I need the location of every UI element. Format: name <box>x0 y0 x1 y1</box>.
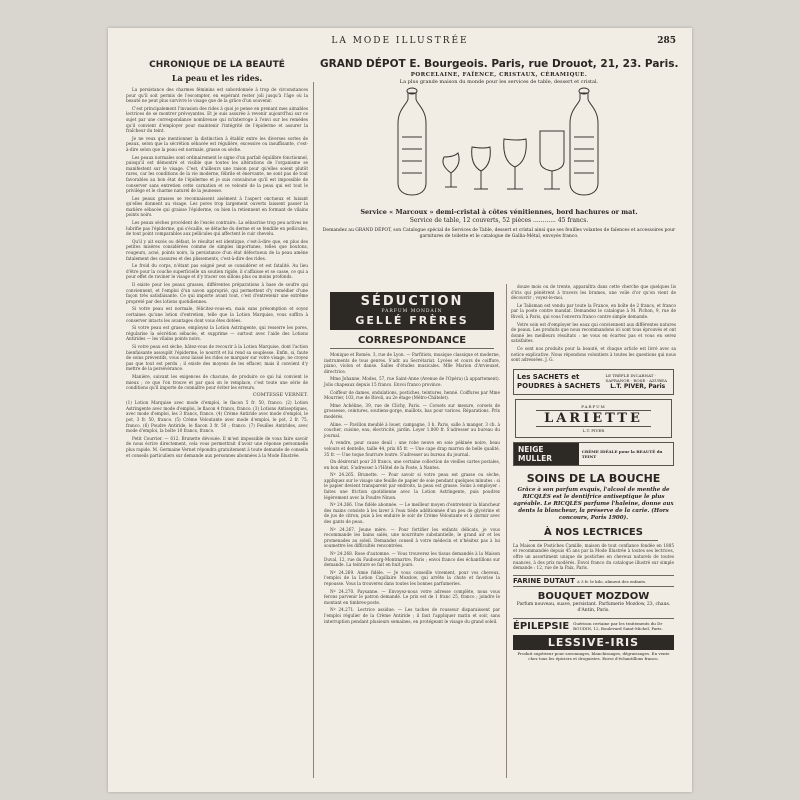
correspondance-paragraph: Coiffeur de dames, ondulations, postiches, teintures, henné. Coiffures par Mme Mourrier, 103, rue de Rivoli, au 2e étage (Métro-Châtelet). <box>324 389 500 401</box>
correspondance-paragraph: On désirerait pour 20 francs, une certaine collection de vieilles cartes postales, en bon état. S'adresser à l'Hôtel de la Poste, à Nantes. <box>324 459 500 470</box>
dutaut-name: FARINE DUTAUT <box>513 576 575 585</box>
correspondance-paragraph: Nº 24.265. Brunette. — Pour savoir si votre peau est grasse ou sèche, appliquez sur le visage une feuille de papier de soie pendant quelques minutes : si le papier devient transparent par endroits, la peau est grasse. Soins à employer : faites une friction quotidienne avec la Lotion Astringente, puis poudrez légèrement avec la Poudre Ninon. <box>324 472 500 500</box>
correspondance-paragraph: Mme Achéline, 39, rue de Clichy, Paris. — Corsets sur mesure, corsets de grossesse, ceintures, soutiens-gorge, maillots, bas pour varices. Réparations. Prix modérés. <box>324 402 500 419</box>
soins-title: SOINS DE LA BOUCHE <box>526 471 661 485</box>
chronique-paragraph: C'est principalement l'invasion des rides à quoi je pense en prenant mes aimables lectrices de se montrer prévoyantes. Et je suis assurée à revenir aujourd'hui sur ce sujet par une correspondance nombreuse qui m'interroge à l'envi sur les remèdes qu'il convient d'employer pour maintenir l'intégrité de l'épiderme et assurer la fraîcheur du teint. <box>126 105 308 134</box>
right-area <box>320 56 678 778</box>
sachets-perfumes: LE TRÈFLE INCARNAT · SAFRANOR · ROSE · AZUREA <box>605 373 667 384</box>
dutaut-ad <box>513 575 674 587</box>
epilepsie-desc: Guérison certaine par les traitements du Dr BOUDIN, 12, Boulevard Saint-Michel, Paris. <box>573 621 663 632</box>
chronique-paragraph: Si votre peau est grasse, employez la Lotion Astringente, qui resserre les pores, régularise la sécrétion sébacée, et supprime — surtout avec l'aide des Lotions Antirides — les vilains points noirs. <box>126 325 308 342</box>
chronique-paragraph: Je ne veux que mentionner la distinction à établir entre les diverses sortes de peaux, selon que la sécrétion sébacée est régulière, excessive ou insuffisante, c'est-à-dire selon que la peau est normale, grasse ou sèche. <box>126 135 308 152</box>
divider <box>330 348 494 349</box>
journal-name: LA MODE ILLUSTRÉE <box>331 36 469 46</box>
sachets-title: Les SACHETS et POUDRES à SACHETS <box>517 372 601 390</box>
correspondance-paragraph: Nº 24.268. Rose d'automne. — Vous trouverez les tissus demandés à la Maison Duval, 12, rue du Faubourg-Montmartre, Paris ; envoi franco des échantillons sur demande. La teinture se fait en huit jours. <box>324 551 500 568</box>
chronique-signature: COMTESSE VERNET. <box>252 391 308 398</box>
chronique-paragraph: Manière, suivant les exigences de chacune, de produire ce qui lui convient le mieux ; ce que l'on trouve et par quoi on le remplace, c'est toute une série de conditions qu'il importe de connaître pour éviter les erreurs. <box>126 373 308 391</box>
chronique-paragraph: Les peaux grasses se reconnaissent aisément à l'aspect onctueux et luisant qu'elles donnent au visage. Les pores trop largement ouverts laissent passer la matière sébacée qui graisse l'épiderme, ou bien la retiennent en formant de vilains points noirs. <box>126 195 308 218</box>
lariette-maker: L.T. PIVER <box>582 427 605 433</box>
correspondance-paragraph: Nº 24.271. Lectrice assidue. — Les taches de rousseur disparaissent par l'emploi régulier de la Crème Antiride ; il faut l'appliquer matin et soir, sans interruption pendant plusieurs semaines, en protégeant le visage du grand soleil. <box>324 607 500 624</box>
correspondance-paragraph: Nº 24.266. Une fidèle abonnée. — Le meilleur moyen d'entretenir la blancheur des mains consiste à les laver à l'eau tiède additionnée d'un peu de glycérine et de jus de citron, puis à les enduire le soir de Crème Veloutante et à dormir avec des gants de peau. <box>324 502 500 525</box>
right-paragraph: douze mois ou de trente, apparaîtra dans cette cherche que quelques lis d'iris qui pénètrent à travers les brumes, une voile d'or qu'on vient de découvrir ; voyez-le-moi. <box>511 284 676 301</box>
correspondance-column <box>320 284 504 778</box>
chronique-subtitle: La peau et les rides. <box>171 73 263 83</box>
neige-desc: CRÈME IDÉALE pour la BEAUTÉ du TEINT <box>581 448 663 459</box>
correspondance-paragraph: Nº 24.269. Amie fidèle. — Je vous conseille vivement, pour vos cheveux, l'emploi de la Lotion Capillaire Mozdow, qui arrête la chute et favorise la repousse. Vous la trouverez dans toutes les bonnes parfumeries. <box>324 569 500 586</box>
mozdow-sub: Parfum nouveau, suave, persistant. Parfumerie Mozdow, 23, chaus. d'Antin, Paris. <box>516 601 671 613</box>
correspondance-paragraph: Aline. — Pavillon meublé à louer, campagne, 3 h. Paris, salle à manger, 3 ch. à coucher, cuisine, eau, électricité, jardin. Loyer 1.800 fr. S'adresser au bureau du journal. <box>324 421 500 438</box>
dutaut-desc: à 3 fr. le kilo, aliment des enfants. <box>577 578 647 584</box>
lessive-name: LESSIVE-IRIS <box>513 635 674 650</box>
service-detail: Service de table, 12 couverts, 52 pièces ............ 45 francs. <box>409 217 589 224</box>
lessive-desc: Produit supérieur pour savonnages, blanchissages, dégraissages. En vente chez tous les épiciers et droguistes. Envoi d'échantillons franco. <box>517 650 670 661</box>
running-head <box>108 36 692 50</box>
chronique-body <box>126 87 308 460</box>
chronique-paragraph: Il existe pour les peaux grasses, différentes préparations à base de soufre qui conviennent, et l'emploi d'un savon approprié, qui permettent d'y remédier d'une façon très satisfaisante. Ce qui importe avant tout, c'est d'entretenir une extrême propreté par des lotions quotidiennes. <box>126 282 308 304</box>
right-paragraph: Le Talisman est vendu par toute la France, en boîte de 2 francs, et franco par la poste contre mandat. Demandez le catalogue à M. Pichon, 9, rue de Rivoli, à Paris, qui vous l'enverra franco contre simple demande. <box>511 302 676 319</box>
lariette-ad <box>515 399 672 438</box>
right-paragraph: Ce sont nos produits pour la beauté, et chaque article est livré avec sa notice explicative. Nous répondons volontiers à toutes les questions qui nous sont adressées. J. G. <box>511 345 676 363</box>
column-divider <box>506 284 507 778</box>
divider <box>529 540 658 541</box>
right-paragraph: Votre soin est d'employer les eaux qui conviennent aux différentes natures de peaux. Les produits que nous recommandons ici sont tous éprouvés et ont donné les meilleurs résultats : ne vous en écartez pas et vous en serez satisfaites. <box>511 321 676 344</box>
correspondance-paragraph: Nº 24.267. Jeune mère. — Pour fortifier les enfants délicats, je vous recommande les bains salés, une nourriture substantielle, le grand air et les promenades au soleil. Demandez conseil à votre médecin et n'hésitez pas à lui soumettre les difficultés rencontrées. <box>324 526 500 549</box>
ads-column <box>509 284 678 778</box>
epilepsie-ad <box>513 618 674 632</box>
lariette-prefix: PARFUM <box>581 403 606 409</box>
correspondance-paragraph: À vendre, pour cause deuil : une robe neuve en soie pékinée noire, beau velours et dentelle, taille 44, prix 85 fr. — Une cape drap marron de belle qualité, 35 fr. — Une toque fourrure loutre. S'adresser au bureau du journal. <box>324 440 500 457</box>
service-name: Service « Marcoux » demi-cristal à côtes vénitiennes, bord hachures or mat. <box>360 208 638 216</box>
depot-tagline: La plus grande maison du monde pour les services de table, dessert et cristal. <box>399 79 599 85</box>
depot-title: GRAND DÉPOT E. Bourgeois. Paris, rue Drouot, 21, 23. Paris. <box>320 58 679 70</box>
chronique-title: CHRONIQUE DE LA BEAUTÉ <box>149 60 285 70</box>
neige-name: NEIGE MULLER <box>514 443 579 465</box>
correspondance-paragraph: Mme Johanne, Modes, 57, rue Saint-Anne (Avenue de l'Opéra) (à appartement). Jolis chapeaux depuis 15 francs. Envoi franco province. <box>324 376 500 387</box>
chronique-notes: (1) Lotion Marquise avec mode d'emploi, le flacon 5 fr. 50, franco. (2) Lotion Astringente avec mode d'emploi, le flacon 4 francs, franco. (3) Lotions Antiseptiques, avec mode d'emploi, les 3 francs, franco. (4) Crème Antiride avec mode d'emploi, le pot, 3 fr. 50, franco. (5) Crème Veloutante avec mode d'emploi, le pot, 2 fr. 75, franco. (6) Poudre Antiride, le flacon 3 fr. 50 ; franco. (7) Feuilles Antirides, avec mode d'emploi, la boîte 10 francs, franco. <box>126 400 308 434</box>
chronique-paragraph: Qu'il y ait excès ou défaut, le résultat est identique, c'est-à-dire que, en plus des petites misères considérées comme de simples importunes, telles que boutons, rougeurs, acné, points noirs, la persistance d'un état défectueux de la peau amène fatalement des cassures et des plissements, c'est-à-dire des rides. <box>126 238 308 261</box>
sachets-ad <box>513 369 674 395</box>
depot-note: Demandez au GRAND DÉPOT, son Catalogue spécial de Services de Table, dessert et cristal ainsi que ses feuilles volantes de faïences et accessoires pour garnitures de toilette et le catalogue de Gallia-Métal, envoyés franco. <box>322 228 676 239</box>
right-column-text <box>509 284 678 365</box>
glassware-illustration <box>374 87 624 207</box>
correspondance-paragraph: Nº 24.270. Paysanne. — Envoyez-nous votre adresse complète, nous vous ferons parvenir le patron demandé. Le prix est de 1 franc 25, franco ; joindre le montant en timbres-poste. <box>324 588 500 605</box>
depot-subtitle: PORCELAINE, FAÏENCE, CRISTAUX, CÉRAMIQUE. <box>410 72 588 78</box>
lectrices-title: À NOS LECTRICES <box>544 526 643 538</box>
chronique-paragraph: Les peaux sèches procèdent de l'excès contraire. La sébacrine trop peu actives ne lubrifie pas l'épiderme, qui s'écaille, se détache du derme et se fendille en pellicules, de tout point comparables aux pellicules qui affectent le cuir chevelu. <box>126 220 308 237</box>
correspondance-body <box>320 352 504 626</box>
neige-muller-ad <box>513 442 674 466</box>
soins-text: Grâce à son parfum exquis, l'alcool de menthe de RICQLÈS est le dentifrice antiseptique le plus agréable. Le RICQLÈS parfume l'haleine, donne aux dents la blancheur, la préserve de la carie. (Hors concours, Paris 1900). <box>513 486 674 521</box>
epilepsie-name: ÉPILEPSIE <box>513 620 570 632</box>
lectrices-text: La Maison de Postiches Camille, maison de tout confiance fondée en 1885 et recommandée depuis 45 ans par la Mode Illustrée à toutes ses lectrices, offre un assortiment unique de postiches en cheveux naturels de toutes nuances, à des prix modérés. Envoi franco du catalogue illustré sur simple demande : 12, rue de la Paix, Paris. <box>513 542 674 571</box>
chronique-paragraph: La persistance des charmes féminins est subordonnée à trop de circonstances pour qu'il soit permis de l'escompter, en espérant rester joli jusqu'à l'âge où la beauté ne peut plus survivre le visage que de la grâce d'un souvenir. <box>126 87 308 104</box>
seduction-name: SÉDUCTION <box>360 294 464 309</box>
column-divider <box>313 82 314 778</box>
seduction-tagline: PARFUM MONDAIN <box>381 309 443 314</box>
page-number: 285 <box>657 36 676 46</box>
correspondance-title: CORRESPONDANCE <box>357 335 467 346</box>
seduction-ad <box>330 292 494 330</box>
chronique-paragraph: Le froid du corps, n'étant pas soigné peut se considérer et est fatalité. Au lieu d'être pour la couche superficielle un soutien rigide, il s'affaisse et se casse, ce qui a pour effet de raviner le visage et d'y tracer ces sillons plus ou moins profonds. <box>126 263 308 280</box>
correspondance-paragraph: Monique et Roméo. 3, rue de Lyon. — Parfitiots, musique classique et moderne, instruments de tous genres. S'adr. au Secrétariat. Lycées et cours de coiffure, piano, violon et danse. Salles d'études musicales. Mlle Marion d'Arvieuxet, directrice. <box>324 352 500 374</box>
newspaper-page <box>108 28 692 792</box>
chronique-paragraph: Les peaux normales sont ordinairement le signe d'un parfait équilibre fonctionnel, puisqu'il est démontré et visible que toutes les altérations de l'organisme se manifestent sur le visage. C'est, d'ailleurs une raison pour qu'elles soient plutôt rares, car les conditions de la vie moderne, fébrile et énervante, ne sont pas de tout favorables au bon état de l'épiderme et je suis convaincue qu'il est impossible de conserver sans entretien cette carnation et ce velouté de la peau qui est tout le privilège et le charme naturel de la jeunesse. <box>126 154 308 194</box>
chronique-column <box>126 56 308 778</box>
chronique-paragraph: Si votre peau est normale, félicitez-vous-en, mais sans présomption et soyez certaines qu'une lotion d'entretien, telle que la Lotion Marquise, vous suffira à conserver intacts les avantages dont vous êtes dotées. <box>126 306 308 323</box>
petit-courrier: Petit Courrier. — 612. Brunette dévouée. Il m'est impossible de vous faire savoir de nous écrire directement, cela vous permettrait d'avoir une réponse personnelle plus rapide. M. Germaine Vernet répondra gratuitement à toute demande de conseils et conseils particuliers sur demande aux personnes abonnées à la Mode Illustrée. <box>126 435 308 458</box>
seduction-maker: GELLÉ FRÈRES <box>355 314 469 327</box>
sachets-maker: L.T. PIVER, Paris <box>610 383 666 391</box>
chronique-paragraph: Si votre peau est sèche, hâtez-vous de recourir à la Lotion Marquise, dont l'action bienfaisante assouplit l'épiderme, le nourrit et lui rend sa souplesse. Enfin, si, faute de soins préventifs, vous avez laissé les rides se marquer sur votre visage, ne croyez pas que tout est perdu ; il existe des moyens de les effacer, mais il convient d'y mettre de la persévérance. <box>126 343 308 372</box>
lariette-name: LARIETTE <box>536 410 651 427</box>
mozdow-title: BOUQUET MOZDOW <box>537 590 650 602</box>
